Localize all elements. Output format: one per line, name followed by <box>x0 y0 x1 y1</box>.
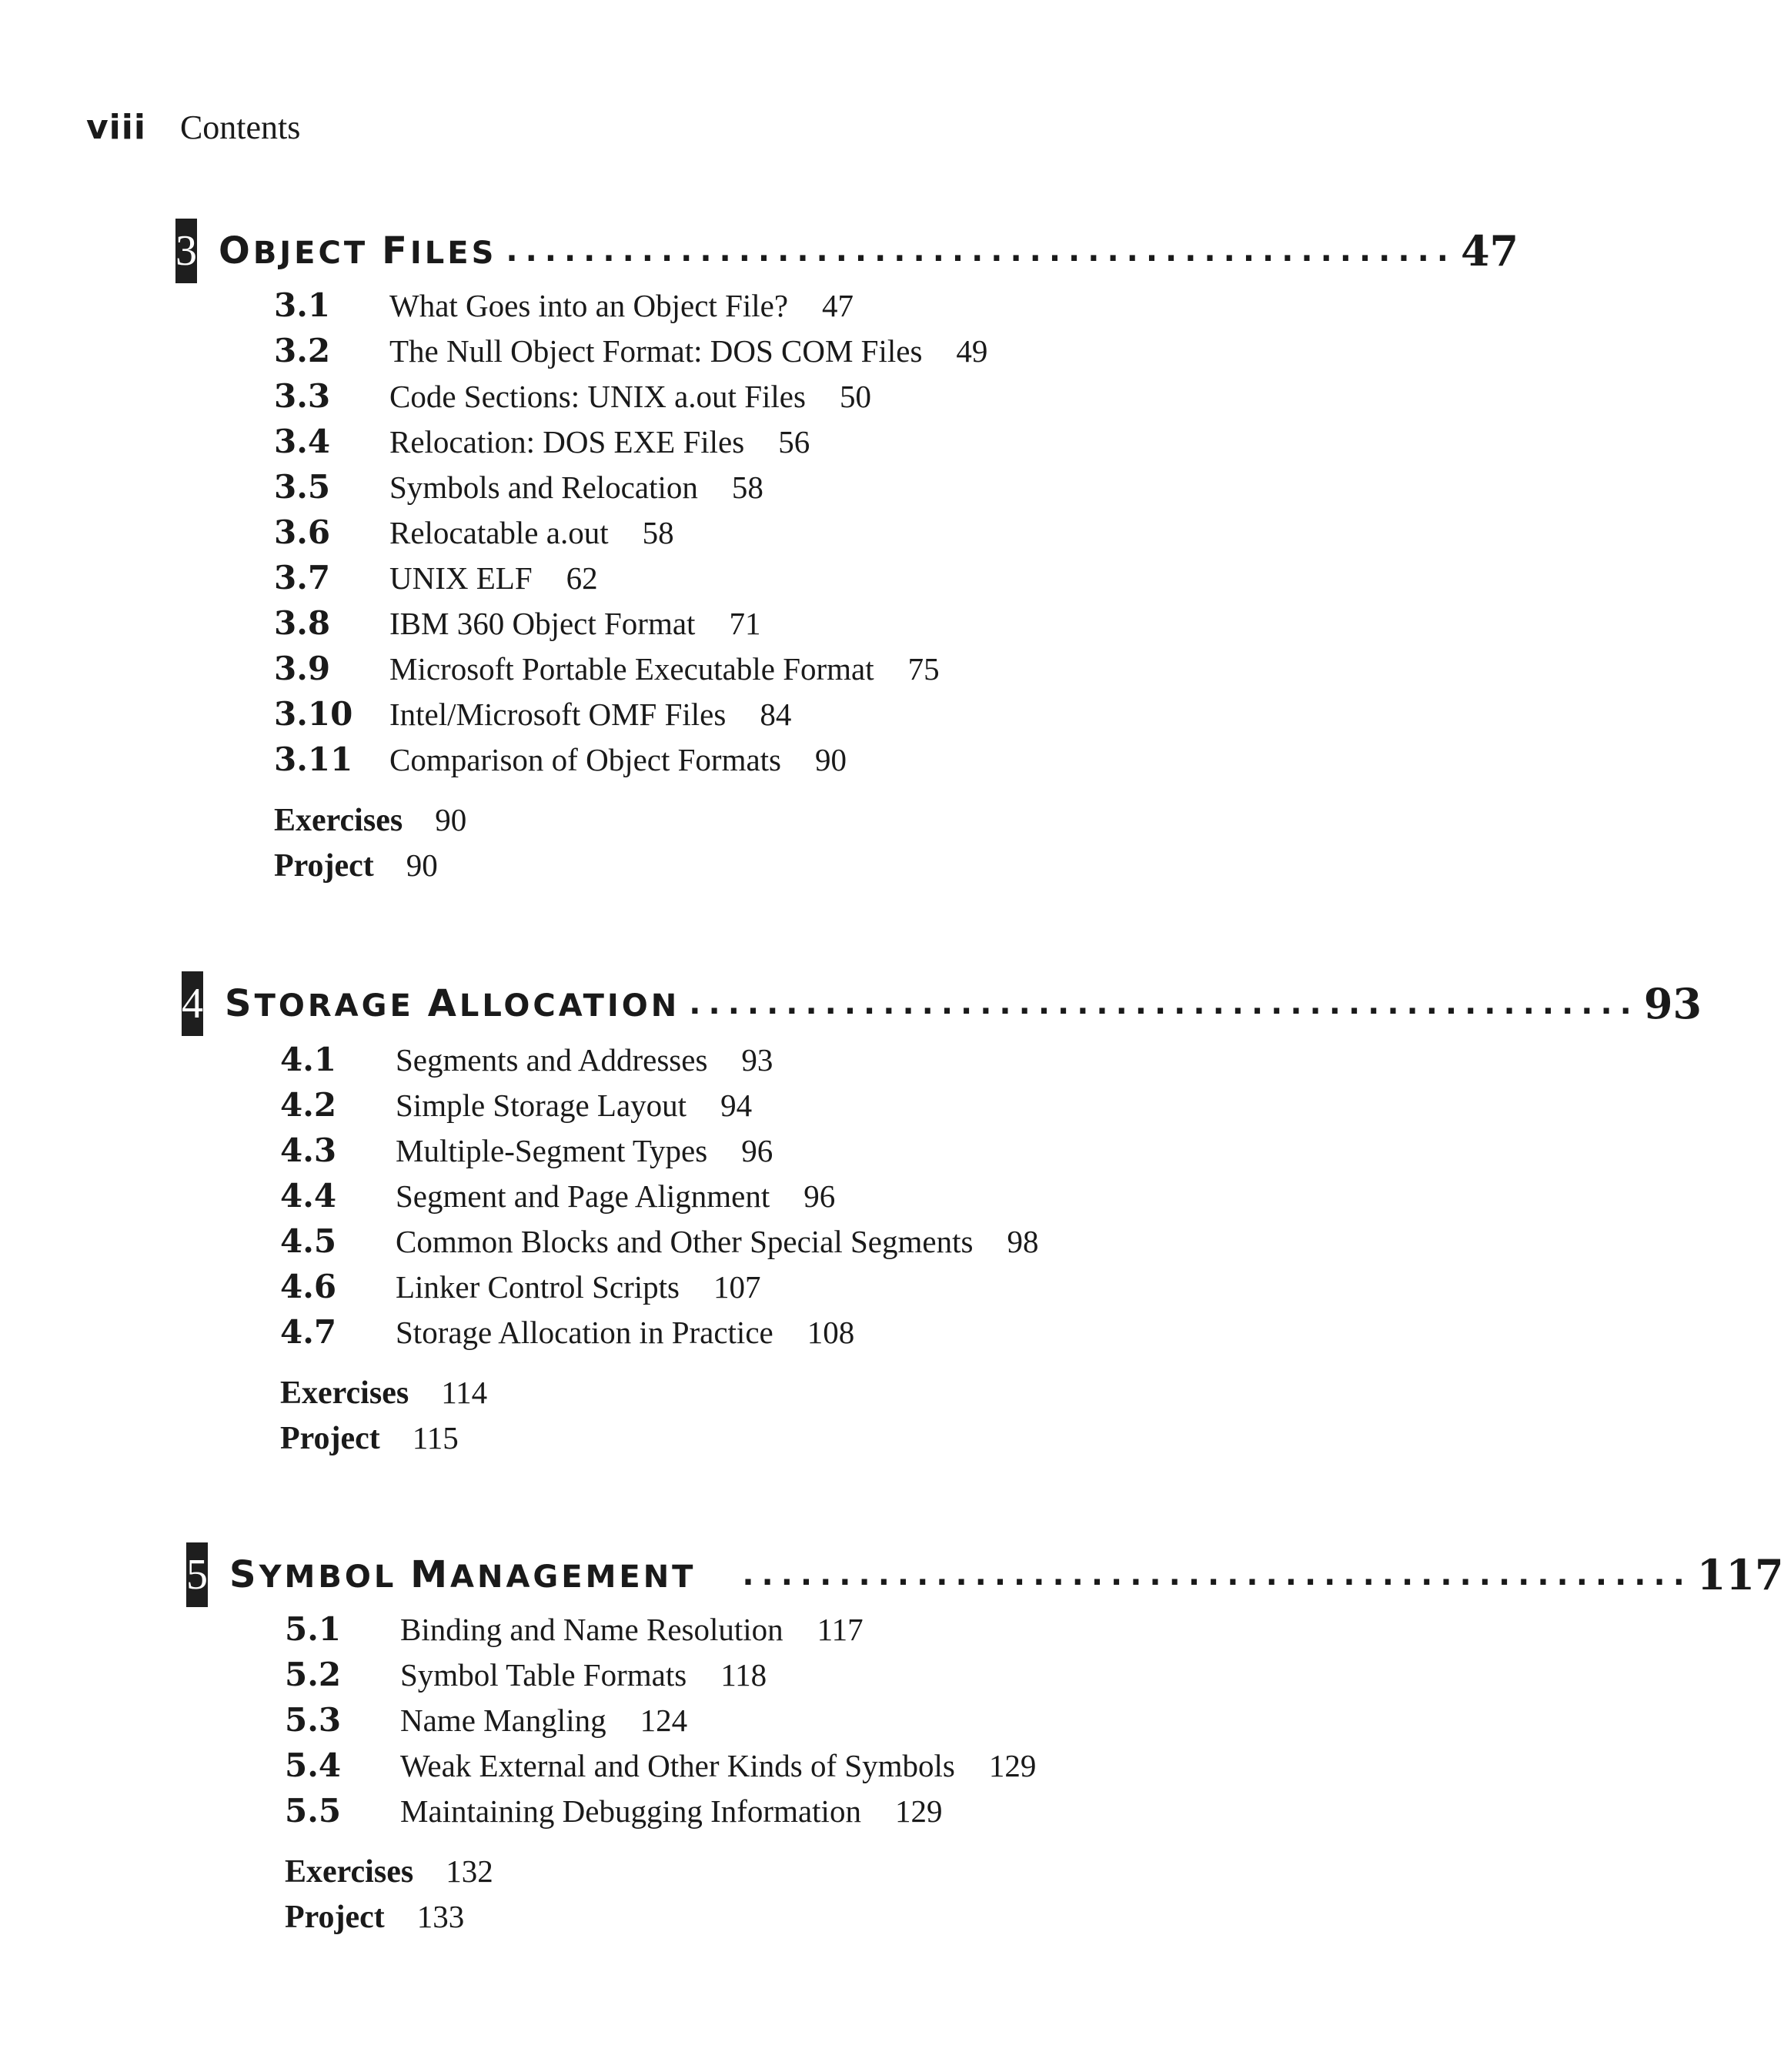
section-list <box>280 1041 1038 1465</box>
toc-entry[interactable] <box>280 1131 1038 1177</box>
section-title: What Goes into an Object File? <box>389 288 789 323</box>
section-title: Segment and Page Alignment <box>396 1178 770 1214</box>
section-number: 4.7 <box>280 1313 337 1351</box>
section-page: 71 <box>729 606 761 641</box>
section-number: 4.4 <box>280 1177 337 1215</box>
project-entry[interactable] <box>285 1898 1036 1943</box>
page-number: viii <box>86 108 146 147</box>
toc-entry[interactable] <box>280 1177 1038 1222</box>
chapter-title-part: BJECT <box>252 236 383 271</box>
chapter-title-part: ANAGEMENT <box>450 1559 697 1595</box>
toc-entry[interactable] <box>274 695 987 740</box>
section-page: 117 <box>817 1612 864 1647</box>
section-page: 129 <box>988 1748 1037 1783</box>
toc-entry[interactable] <box>285 1610 1036 1656</box>
section-number: 5.1 <box>285 1610 342 1648</box>
section-page: 49 <box>956 333 988 369</box>
chapter-title <box>229 1553 696 1596</box>
section-title: Intel/Microsoft OMF Files <box>389 697 727 732</box>
section-number: 4.2 <box>280 1086 337 1124</box>
section-page: 118 <box>720 1657 767 1693</box>
toc-entry[interactable] <box>274 559 987 604</box>
section-number: 3.7 <box>274 559 331 597</box>
section-number: 3.5 <box>274 468 331 506</box>
section-title: Relocatable a.out <box>389 515 609 550</box>
section-number: 5.2 <box>285 1656 342 1693</box>
section-number: 5.5 <box>285 1792 342 1830</box>
toc-entry[interactable] <box>274 604 987 650</box>
section-number: 3.6 <box>274 513 331 551</box>
section-title: Storage Allocation in Practice <box>396 1315 773 1350</box>
chapter-heading[interactable] <box>186 1542 1784 1607</box>
section-number: 4.1 <box>280 1041 337 1078</box>
section-number: 5.3 <box>285 1701 342 1739</box>
chapter-extras <box>285 1853 1036 1943</box>
chapter-title-part: ILES <box>409 236 497 271</box>
section-title: Microsoft Portable Executable Format <box>389 651 874 687</box>
project-page: 133 <box>416 1899 465 1934</box>
toc-entry[interactable] <box>280 1313 1038 1358</box>
project-page: 115 <box>412 1420 459 1455</box>
exercises-page: 132 <box>446 1853 493 1889</box>
section-title: Symbol Table Formats <box>400 1657 687 1693</box>
project-label: Project <box>274 848 374 884</box>
chapter-title <box>225 982 680 1025</box>
section-page: 56 <box>778 424 810 460</box>
chapter-title-part: LLOCATION <box>459 988 680 1024</box>
chapter-page-number: 47 <box>1460 226 1519 276</box>
chapter-title-initial: S <box>225 982 255 1025</box>
section-number: 3.4 <box>274 423 331 460</box>
section-number: 3.2 <box>274 332 331 369</box>
section-number: 4.6 <box>280 1268 337 1305</box>
toc-entry[interactable] <box>280 1268 1038 1313</box>
project-entry[interactable] <box>274 847 987 892</box>
toc-entry[interactable] <box>285 1792 1036 1837</box>
section-title: Maintaining Debugging Information <box>400 1793 861 1829</box>
chapter-title-initial: F <box>382 229 410 272</box>
toc-entry[interactable] <box>274 377 987 423</box>
section-number: 5.4 <box>285 1746 342 1784</box>
project-page: 90 <box>406 847 438 883</box>
exercises-entry[interactable] <box>274 801 987 847</box>
section-title: Code Sections: UNIX a.out Files <box>389 379 806 414</box>
section-number: 3.9 <box>274 650 331 687</box>
section-title: Multiple-Segment Types <box>396 1133 708 1168</box>
section-title: Weak External and Other Kinds of Symbols <box>400 1748 955 1783</box>
section-page: 108 <box>807 1315 855 1350</box>
project-label: Project <box>280 1421 380 1456</box>
chapter-number: 3 <box>175 227 197 275</box>
exercises-page: 90 <box>435 802 467 837</box>
exercises-label: Exercises <box>285 1854 414 1890</box>
toc-entry[interactable] <box>274 423 987 468</box>
chapter-title-initial: S <box>229 1553 259 1596</box>
section-title: Symbols and Relocation <box>389 470 698 505</box>
chapter-title-part: YMBOL <box>259 1559 411 1595</box>
section-page: 62 <box>566 560 598 596</box>
section-page: 84 <box>760 697 792 732</box>
toc-entry[interactable] <box>280 1041 1038 1086</box>
section-list <box>274 286 987 892</box>
section-number: 4.5 <box>280 1222 337 1260</box>
toc-entry[interactable] <box>274 513 987 559</box>
toc-entry[interactable] <box>280 1086 1038 1131</box>
toc-entry[interactable] <box>274 286 987 332</box>
toc-entry[interactable] <box>285 1746 1036 1792</box>
dot-leader: ................................................. <box>705 1557 1692 1592</box>
section-number: 3.11 <box>274 740 353 778</box>
toc-entry[interactable] <box>274 468 987 513</box>
section-page: 94 <box>720 1088 753 1123</box>
section-title: Linker Control Scripts <box>396 1269 680 1305</box>
exercises-label: Exercises <box>280 1375 409 1411</box>
section-title: Simple Storage Layout <box>396 1088 687 1123</box>
section-page: 107 <box>713 1269 761 1305</box>
exercises-label: Exercises <box>274 803 403 838</box>
section-number: 3.1 <box>274 286 331 324</box>
section-page: 75 <box>907 651 940 687</box>
chapter-heading[interactable] <box>182 971 1702 1036</box>
section-page: 96 <box>803 1178 836 1214</box>
chapter-extras <box>274 801 987 892</box>
toc-entry[interactable] <box>285 1656 1036 1701</box>
toc-entry[interactable] <box>280 1222 1038 1268</box>
chapter-number-box <box>175 219 197 283</box>
exercises-entry[interactable] <box>285 1853 1036 1898</box>
section-page: 93 <box>741 1042 773 1078</box>
chapter-extras <box>280 1374 1038 1465</box>
section-number: 4.3 <box>280 1131 337 1169</box>
toc-entry[interactable] <box>274 332 987 377</box>
dot-leader: ................................................. <box>689 986 1639 1021</box>
section-number: 3.3 <box>274 377 331 415</box>
section-page: 90 <box>815 742 847 777</box>
section-title: The Null Object Format: DOS COM Files <box>389 333 923 369</box>
section-page: 58 <box>731 470 763 505</box>
section-page: 47 <box>822 288 854 323</box>
section-page: 58 <box>642 515 674 550</box>
section-title: Comparison of Object Formats <box>389 742 782 777</box>
chapter-title-initial: M <box>410 1553 451 1596</box>
section-page: 50 <box>839 379 871 414</box>
chapter-number: 5 <box>186 1551 208 1599</box>
section-list <box>285 1610 1036 1943</box>
section-page: 96 <box>741 1133 773 1168</box>
section-title: Binding and Name Resolution <box>400 1612 783 1647</box>
chapter-title <box>219 229 496 272</box>
project-entry[interactable] <box>280 1419 1038 1465</box>
toc-entry[interactable] <box>274 650 987 695</box>
project-label: Project <box>285 1900 385 1935</box>
chapter-number-box <box>186 1542 208 1607</box>
chapter-page-number: 93 <box>1643 979 1702 1028</box>
section-title: Segments and Addresses <box>396 1042 708 1078</box>
section-page: 124 <box>640 1703 688 1738</box>
section-page: 129 <box>894 1793 943 1829</box>
toc-entry[interactable] <box>274 740 987 786</box>
page-header <box>86 108 300 147</box>
section-title: IBM 360 Object Format <box>389 606 696 641</box>
chapter-number-box <box>182 971 203 1036</box>
section-title: Name Mangling <box>400 1703 606 1738</box>
chapter-page-number: 117 <box>1696 1550 1784 1599</box>
section-title: Relocation: DOS EXE Files <box>389 424 745 460</box>
dot-leader: ................................................. <box>506 233 1456 269</box>
exercises-page: 114 <box>441 1375 488 1410</box>
exercises-entry[interactable] <box>280 1374 1038 1419</box>
chapter-title-initial: A <box>427 982 459 1025</box>
chapter-title-initial: O <box>219 229 253 272</box>
toc-entry[interactable] <box>285 1701 1036 1746</box>
section-title: UNIX ELF <box>389 560 533 596</box>
chapter-title-part: TORAGE <box>254 988 428 1024</box>
chapter-heading[interactable] <box>175 219 1519 283</box>
running-head: Contents <box>179 109 301 146</box>
section-page: 98 <box>1007 1224 1039 1259</box>
chapter-number: 4 <box>182 980 203 1028</box>
section-title: Common Blocks and Other Special Segments <box>396 1224 974 1259</box>
section-number: 3.10 <box>274 695 353 733</box>
section-number: 3.8 <box>274 604 331 642</box>
